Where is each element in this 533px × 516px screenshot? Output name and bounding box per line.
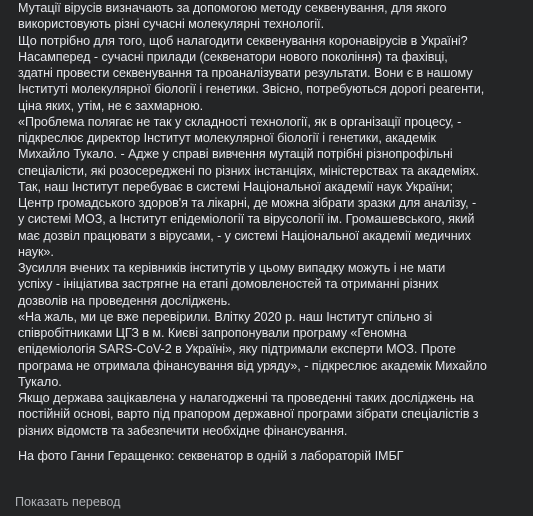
post-paragraph-photo-credit: На фото Ганни Геращенко: секвенатор в одній з лабораторій ІМБГ [18, 448, 404, 463]
post-paragraph-quote-organization: «Проблема полягає не так у складності технології, як в організації процесу, - підкреслює директор Інститут молекулярної біології і генетики, академік Михайло Тукало. - Адже у справі вивчення мутацій потрібні різнопрофільні спеціалісти, які розосереджені по різних інстанціях, міністерствах та академіях. Так, наш Інститут перебуває в системі Національної академії наук України; Центр громадського здоров'я та лікарні, де можна зібрати зразки для аналізу, - у системі МОЗ, а Інститут епідеміології та вірусології ім. Громашевського, який має дозвіл працювати з вірусами, - у системі Національної академії медичних наук». [18, 114, 479, 259]
post-text [18, 0, 521, 464]
post-paragraph-equipment: Насамперед - сучасні прилади (секвенатори нового покоління) та фахівці, здатні провести секвенування та проаналізувати результати. Вони є в нашому Інституті молекулярної біології і генетики. Звісно, потребуються дорогі реагенти, ціна яких, утім, не є захмарною. [18, 49, 485, 113]
see-translation-link[interactable]: Показать перевод [15, 495, 121, 509]
post-paragraph-question: Що потрібно для того, щоб налагодити секвенування коронавірусів в Україні? [18, 33, 468, 48]
post-paragraph-quote-program: «На жаль, ми це вже перевірили. Влітку 2020 р. наш Інститут спільно зі співробітниками ЦГЗ в м. Києві запропонували програму «Геномна епідеміологія SARS-CoV-2 в Україні», яку підтримали експерти МОЗ. Проте програма не отримала фінансування від уряду», - підкреслює академік Михайло Тукало. [18, 309, 487, 389]
post-paragraph-mutations: Мутації вірусів визначають за допомогою методу секвенування, для якого використовують різні сучасні молекулярні технології. [18, 1, 447, 32]
post-paragraph-state-program: Якщо держава зацікавлена у налагодженні та проведенні таких досліджень на постійній основі, варто під прапором державної програми зібрати спеціалістів з різних відомств та забезпечити необхідне фінансування. [18, 391, 479, 438]
post-paragraph-efforts: Зусилля вчених та керівників інститутів у цьому випадку можуть і не мати успіху - ініціатива застрягне на етапі домовленостей та отриманні різних дозволів на проведення досліджень. [18, 261, 446, 308]
